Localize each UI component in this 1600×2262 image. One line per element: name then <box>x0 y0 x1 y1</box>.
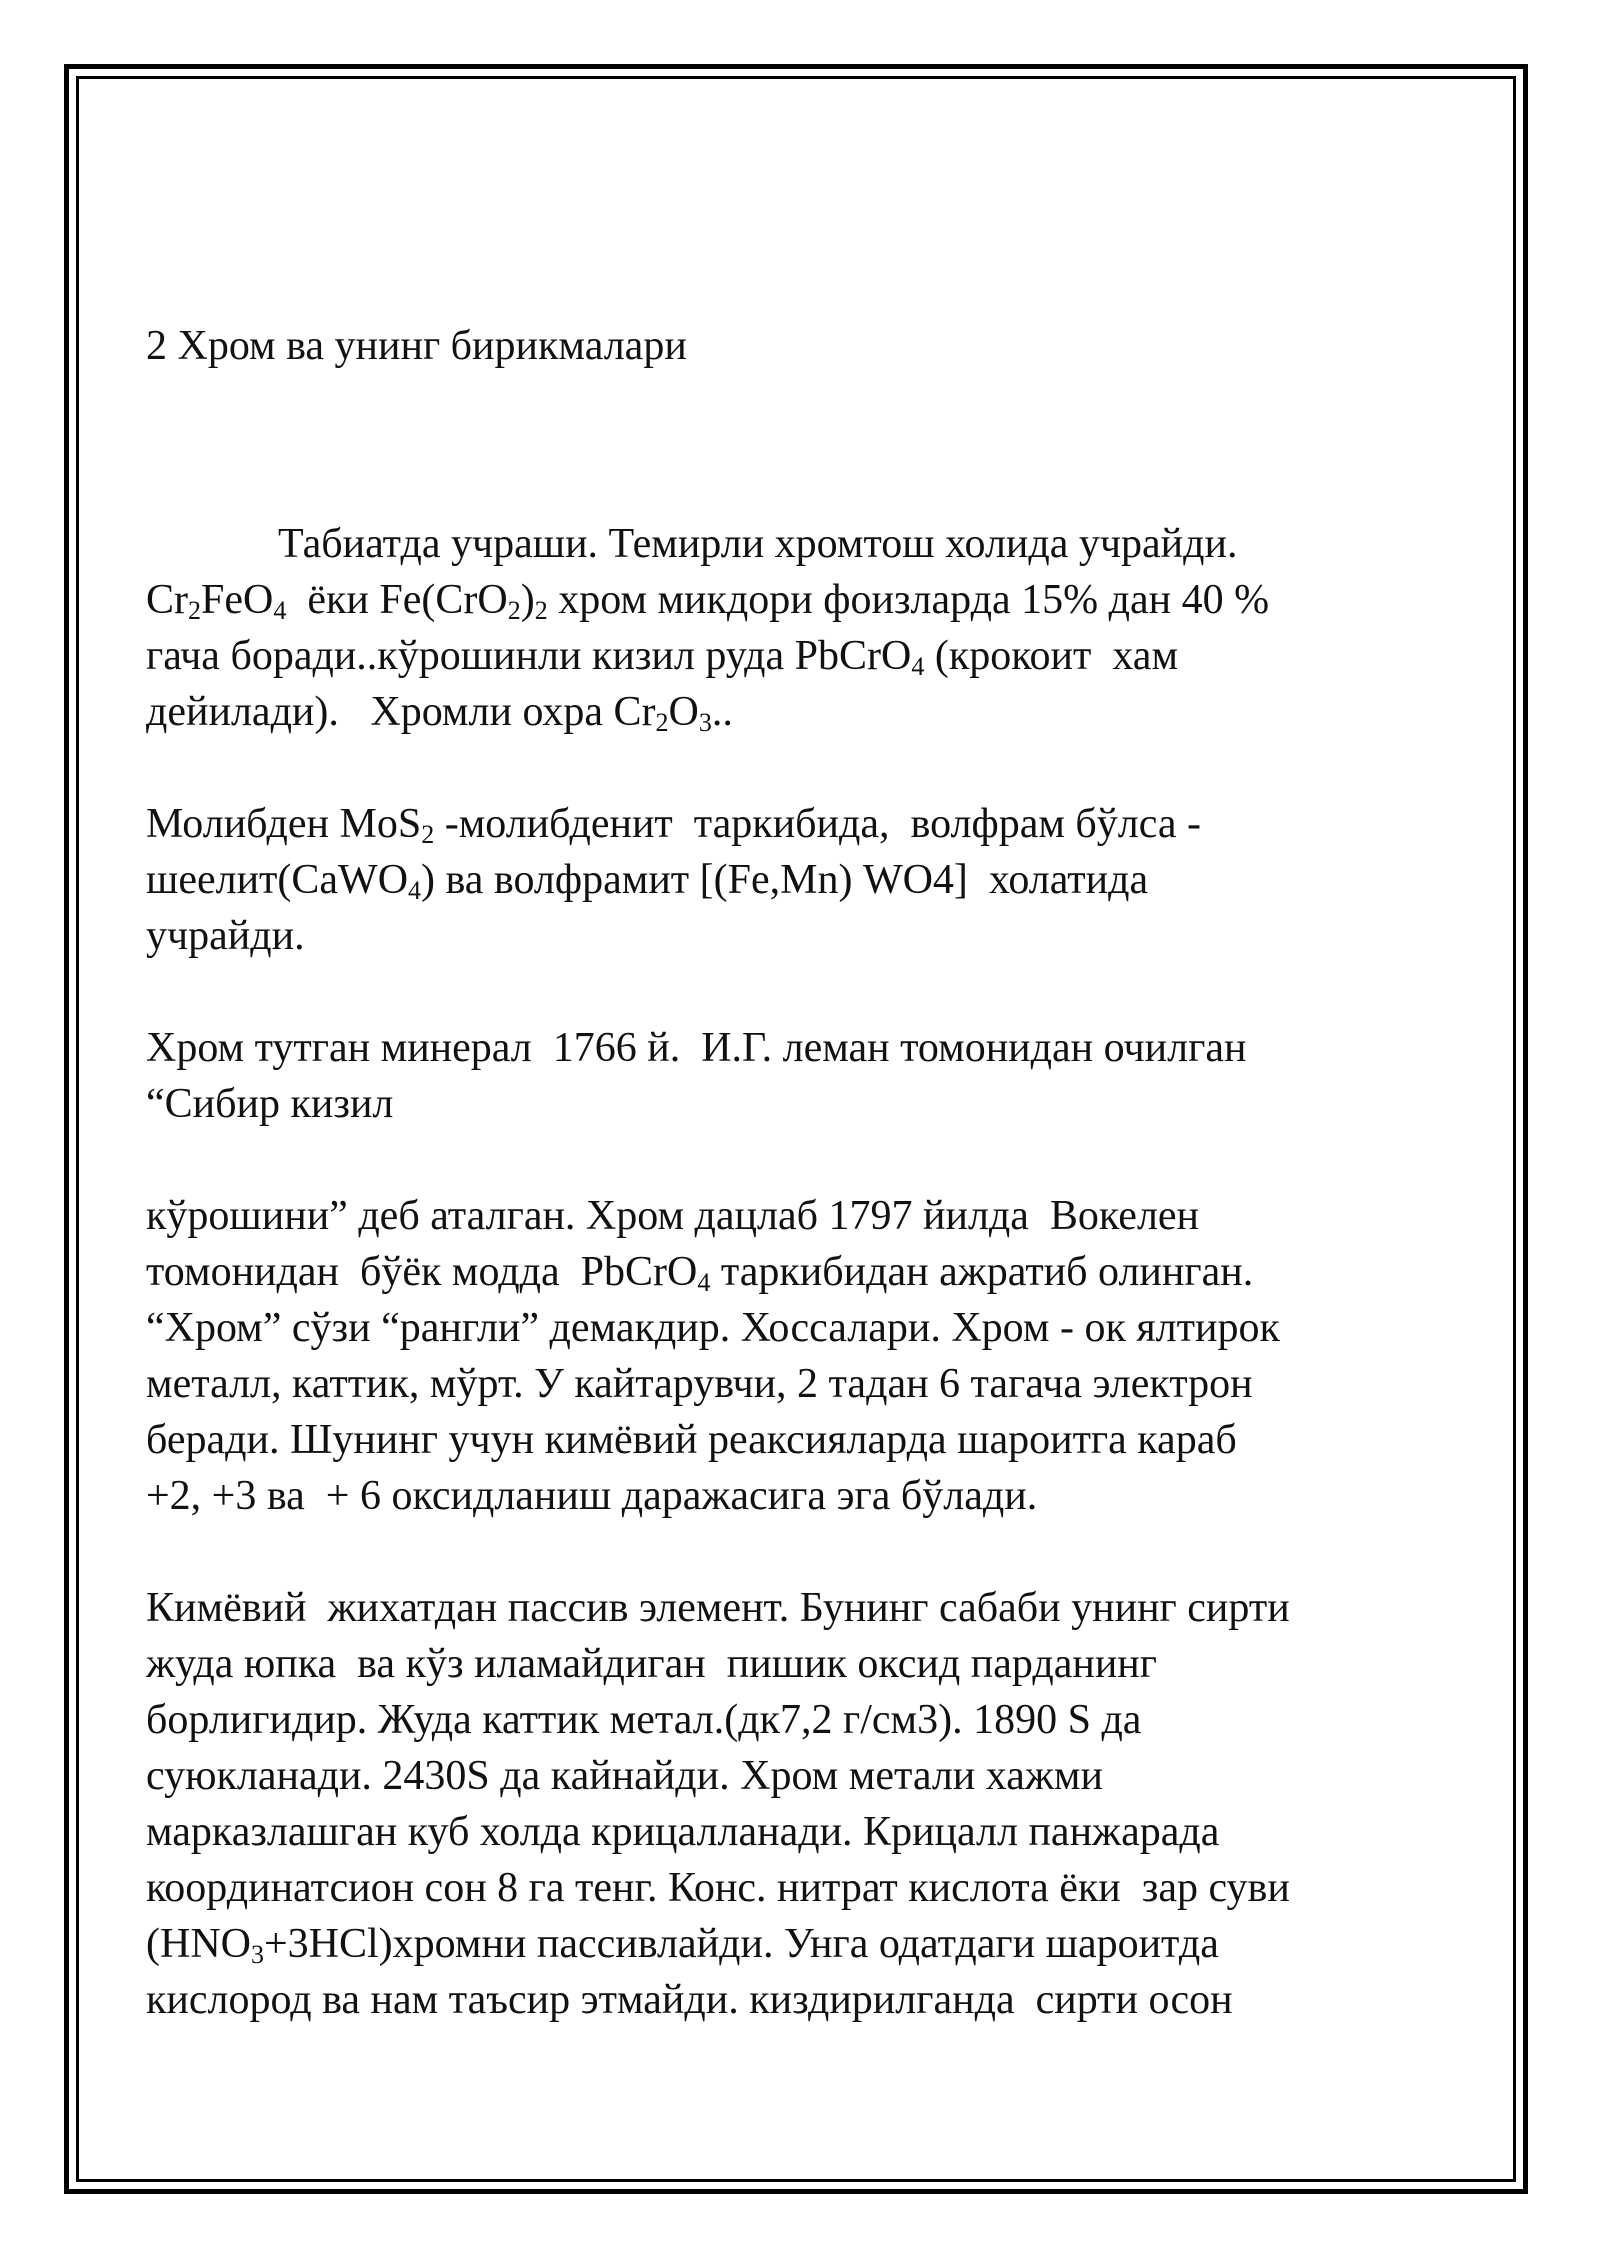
text-line: +2, +3 ва + 6 оксидланиш даражасига эга бўлади. <box>146 1473 1038 1519</box>
text-line: Табиатда учраши. Темирли хромтош холида учрайди. <box>278 521 1238 567</box>
text-line: кўрошини” деб аталган. Хром дацлаб 1797 йилда Вокелен <box>146 1193 1200 1239</box>
text-line: учрайди. <box>146 913 305 959</box>
text-line: “Сибир кизил <box>146 1081 394 1127</box>
document-body <box>146 318 1486 2028</box>
text-line: Хром тутган минерал 1766 й. И.Г. леман томонидан очилган <box>146 1025 1247 1071</box>
text-line: $(HNO_3+3HCl)хромни$ пассивлайди. Унга одатдаги шароитда <box>146 1921 1219 1969</box>
text-line: суюкланади. 2430S да кайнайди. Хром метали хажми <box>146 1753 1103 1799</box>
text-line: марказлашган куб холда крицалланади. Крицалл панжарада <box>146 1809 1220 1855</box>
text-line: $Cr_2FeO_4$ ёки $Fe(CrO_2)_2$ хром микдори фоизларда 15% дан 40 % <box>146 577 1270 625</box>
text-line: шеелит(CaWO$_4$) ва волфрамит [(Fe,Mn) WO4] холатида <box>146 857 1149 905</box>
text-line: дейилади). Хромли охра $Cr_2O_3$.. <box>146 689 733 737</box>
paragraph-occurrence <box>146 516 1486 740</box>
text-line: металл, каттик, мўрт. У кайтарувчи, 2 тадан 6 тагача электрон <box>146 1361 1253 1407</box>
text-line: гача боради..кўрошинли кизил руда PbCrO$_4$ (крокоит хам <box>146 633 1179 681</box>
text-line: жуда юпка ва кўз иламайдиган пишик оксид парданинг <box>146 1641 1157 1687</box>
text-line: Кимёвий жихатдан пассив элемент. Бунинг сабаби унинг сирти <box>146 1585 1290 1631</box>
paragraph-history <box>146 1020 1486 1132</box>
paragraph-chemistry <box>146 1580 1486 2028</box>
section-heading: 2 Хром ва унинг бирикмалари <box>146 323 687 369</box>
text-line: Молибден MoS$_2$ -молибденит таркибида, волфрам бўлса - <box>146 801 1202 849</box>
text-line: координатсион сон 8 га тенг. Конс. нитрат кислота ёки зар суви <box>146 1865 1290 1911</box>
text-line: “Хром” сўзи “рангли” демакдир. Хоссалари. Хром - ок ялтирок <box>146 1305 1280 1351</box>
paragraph-properties <box>146 1188 1486 1524</box>
text-line: беради. Шунинг учун кимёвий реаксияларда шароитга караб <box>146 1417 1237 1463</box>
text-line: томонидан бўёк модда PbCrO$_4$ таркибидан ажратиб олинган. <box>146 1249 1254 1297</box>
text-line: кислород ва нам таъсир этмайди. киздирилганда сирти осон <box>146 1977 1233 2023</box>
text-line: борлигидир. Жуда каттик метал.(дк7,2 г/см3). 1890 S да <box>146 1697 1142 1743</box>
paragraph-molybdenum <box>146 796 1486 964</box>
